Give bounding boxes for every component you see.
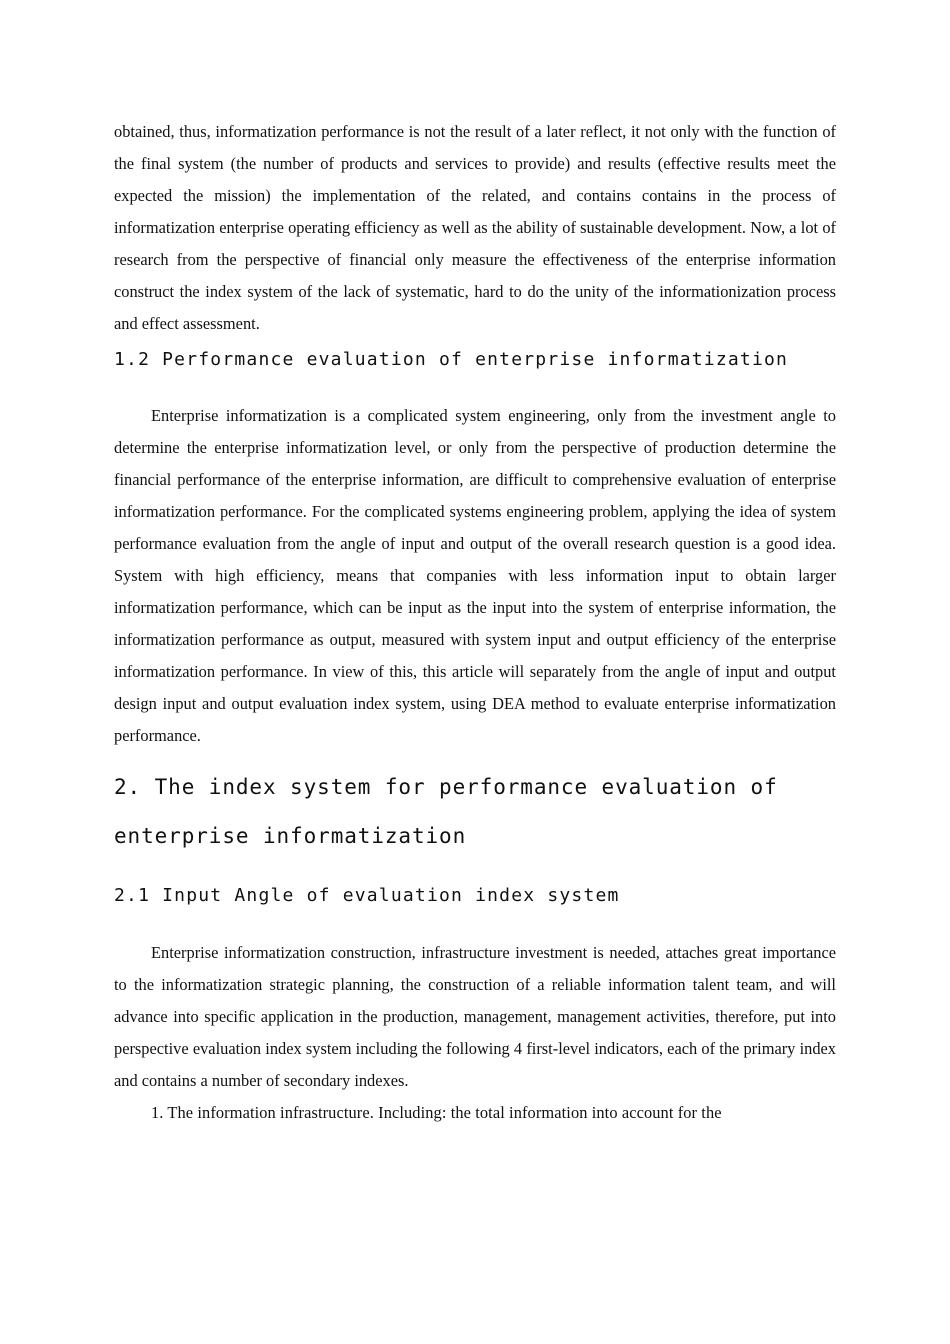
document-page xyxy=(114,116,836,1129)
list-item-paragraph: 1. The information infrastructure. Including: the total information into account for the xyxy=(151,1103,722,1122)
section-heading-2: 2. The index system for performance evaluation of enterprise informatization xyxy=(114,775,778,848)
section-heading-2-1: 2.1 Input Angle of evaluation index system xyxy=(114,885,620,906)
body-paragraph: obtained, thus, informatization performance is not the result of a later reflect, it not only with the function of the final system (the number of products and services to provide) and results (effective results meet the expected the mission) the implementation of the related, and contains contains in the process of informatization enterprise operating efficiency as well as the ability of sustainable development. Now, a lot of research from the perspective of financial only measure the effectiveness of the enterprise information construct the index system of the lack of systematic, hard to do the unity of the informationization process and effect assessment. xyxy=(114,122,836,333)
section-heading-1-2: 1.2 Performance evaluation of enterprise informatization xyxy=(114,349,789,370)
body-paragraph: Enterprise informatization is a complicated system engineering, only from the investment angle to determine the enterprise informatization level, or only from the perspective of production determine the financial performance of the enterprise information, are difficult to comprehensive evaluation of enterprise informatization performance. For the complicated systems engineering problem, applying the idea of system performance evaluation from the angle of input and output of the overall research question is a good idea. System with high efficiency, means that companies with less information input to obtain larger informatization performance, which can be input as the input into the system of enterprise information, the informatization performance as output, measured with system input and output efficiency of the enterprise informatization performance. In view of this, this article will separately from the angle of input and output design input and output evaluation index system, using DEA method to evaluate enterprise informatization performance. xyxy=(114,406,836,745)
body-paragraph: Enterprise informatization construction, infrastructure investment is needed, attaches great importance to the informatization strategic planning, the construction of a reliable information talent team, and will advance into specific application in the production, management, management activities, therefore, put into perspective evaluation index system including the following 4 first-level indicators, each of the primary index and contains a number of secondary indexes. xyxy=(114,943,836,1090)
